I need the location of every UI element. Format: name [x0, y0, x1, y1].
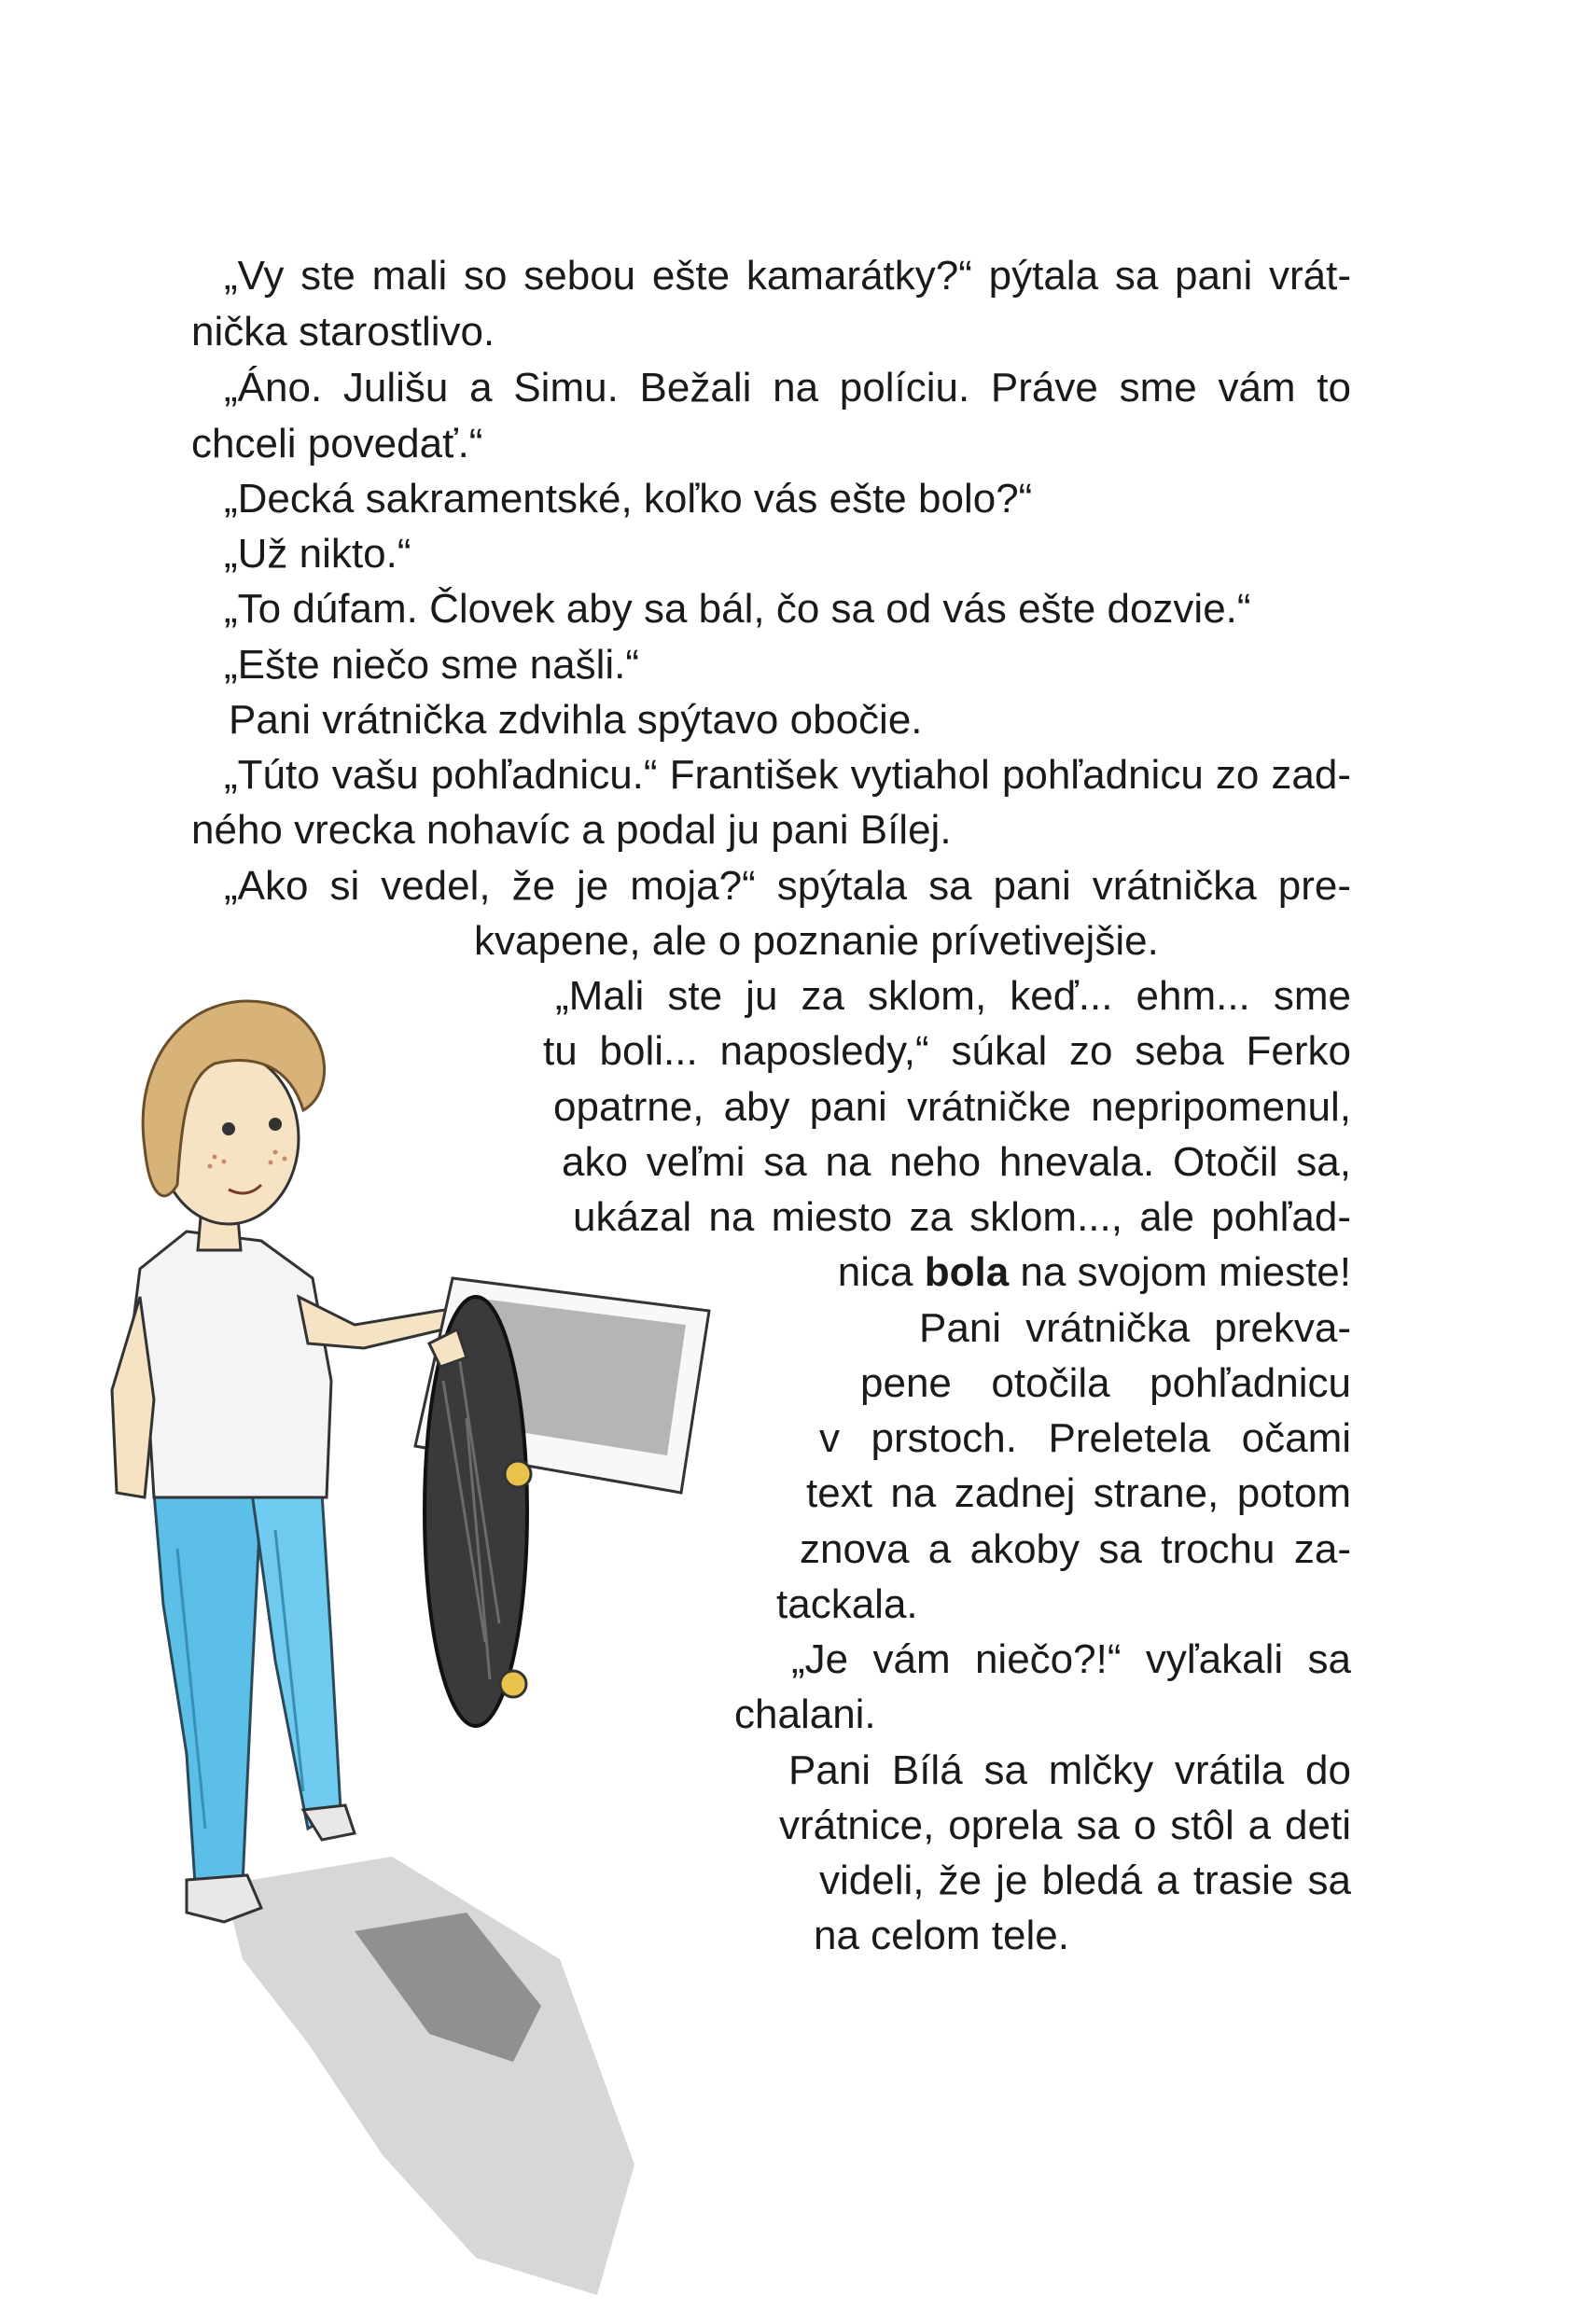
text-line-1: „Vy ste mali so sebou ešte kamarátky?“ pýtala sa pani vrát- [224, 253, 1351, 299]
text-line-29: vrátnice, oprela sa o stôl a deti [779, 1802, 1351, 1848]
bola-line-pre: nica [837, 1249, 925, 1295]
text-line-27: chalani. [734, 1691, 876, 1737]
text-line-2: nička starostlivo. [191, 309, 495, 355]
skateboard-wheel [505, 1461, 531, 1487]
text-line-31: na celom tele. [814, 1913, 1069, 1958]
t-shirt [131, 1232, 331, 1497]
text-line-15: tu boli... naposledy,“ súkal zo seba Ferko [543, 1028, 1351, 1074]
text-line-12: „Ako si vedel, že je moja?“ spýtala sa pani vrátnička pre- [224, 863, 1351, 909]
text-line-5: „Decká sakramentské, koľko vás ešte bolo?“ [224, 476, 1033, 522]
text-line-28: Pani Bílá sa mlčky vrátila do [788, 1747, 1351, 1793]
text-line-11: ného vrecka nohavíc a podal ju pani Bílej. [191, 807, 952, 853]
text-line-24: znova a akoby sa trochu za- [800, 1526, 1351, 1572]
right-leg [252, 1493, 341, 1829]
text-line-17: ako veľmi sa na neho hnevala. Otočil sa, [562, 1139, 1351, 1185]
text-line-20: Pani vrátnička prekva- [919, 1305, 1351, 1351]
text-line-23: text na zadnej strane, potom [806, 1470, 1351, 1516]
text-line-19 [802, 1245, 1351, 1301]
text-line-3: „Áno. Julišu a Simu. Bežali na políciu. Práve sme vám to [224, 365, 1351, 411]
skateboard-wheel [500, 1671, 526, 1697]
text-line-13: kvapene, ale o poznanie prívetivejšie. [474, 918, 1159, 964]
text-line-7: „To dúfam. Človek aby sa bál, čo sa od vás ešte dozvie.“ [224, 586, 1251, 632]
text-line-6: „Už nikto.“ [224, 531, 411, 577]
text-line-8: „Ešte niečo sme našli.“ [224, 642, 640, 688]
eye [269, 1118, 282, 1131]
left-leg [154, 1493, 261, 1899]
right-shoe [303, 1805, 355, 1840]
text-line-16: opatrne, aby pani vrátničke nepripomenul, [553, 1084, 1351, 1130]
text-line-25: tackala. [776, 1581, 918, 1627]
eye [222, 1122, 235, 1135]
text-line-26: „Je vám niečo?!“ vyľakali sa [791, 1636, 1351, 1682]
text-line-18: ukázal na miesto za sklom..., ale pohľad- [573, 1194, 1351, 1240]
text-line-9: Pani vrátnička zdvihla spýtavo obočie. [229, 697, 923, 743]
text-line-22: v prstoch. Preletela očami [819, 1415, 1351, 1461]
text-line-10: „Túto vašu pohľadnicu.“ František vytiahol pohľadnicu zo zad- [224, 752, 1351, 798]
text-line-21: pene otočila pohľadnicu [860, 1360, 1351, 1406]
text-line-4: chceli povedať.“ [191, 421, 483, 466]
text-line-30: videli, že je bledá a trasie sa [819, 1858, 1351, 1903]
text-line-14: „Mali ste ju za sklom, keď... ehm... sme [555, 973, 1351, 1019]
bola-line-post: na svojom mieste! [1009, 1249, 1351, 1295]
bola-bold-word: bola [924, 1249, 1010, 1295]
